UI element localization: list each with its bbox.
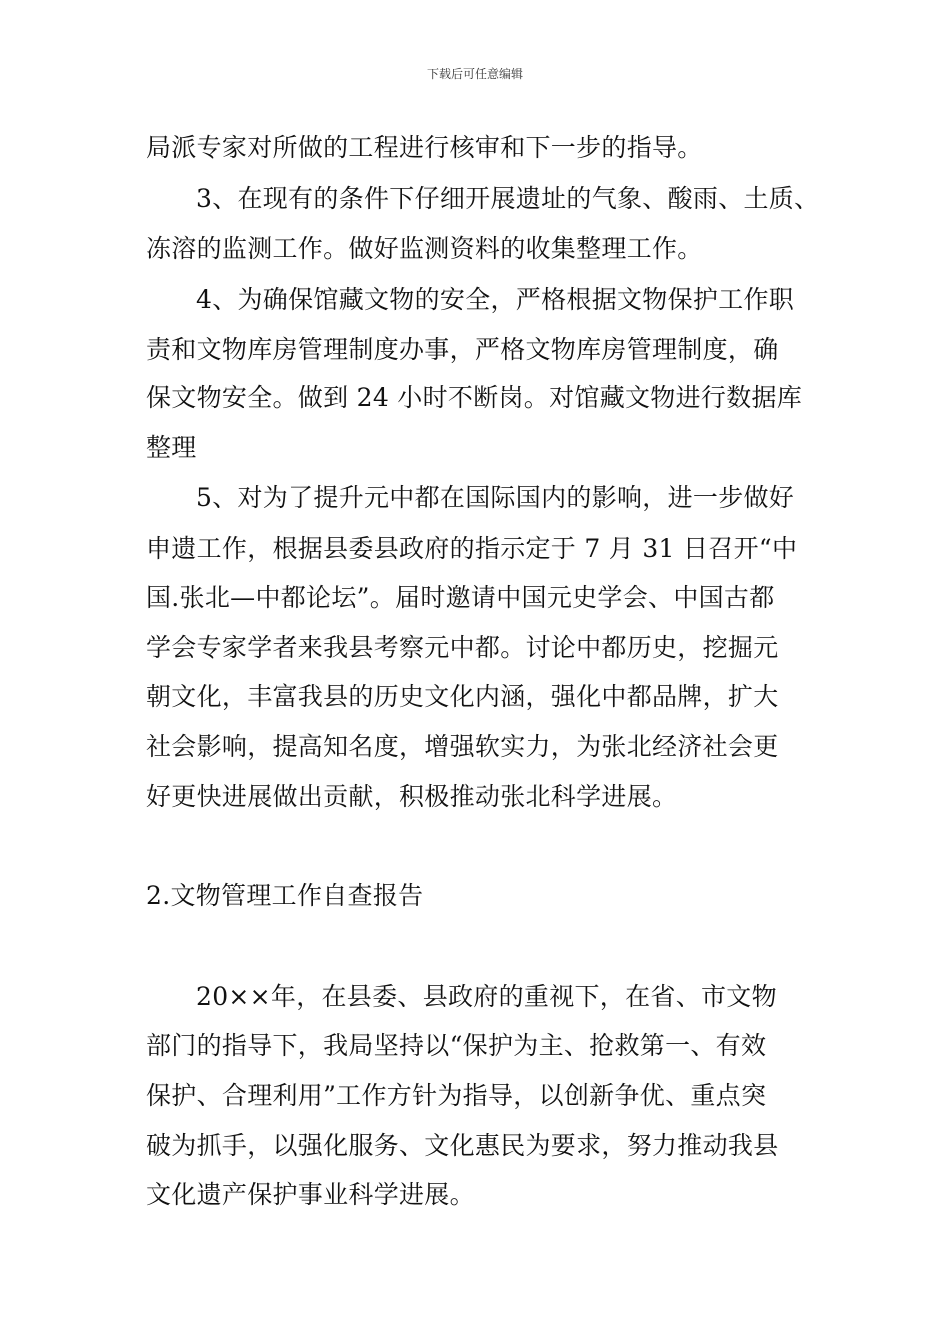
paragraph-line: 保文物安全。做到 24 小时不断岗。对馆藏文物进行数据库 <box>146 383 803 412</box>
page-header: 下载后可任意编辑 <box>426 67 523 81</box>
section-title: 2.文物管理工作自查报告 <box>146 881 424 910</box>
paragraph-line: 部门的指导下，我局坚持以“保护为主、抢救第一、有效 <box>146 1031 767 1060</box>
paragraph-line: 破为抓手，以强化服务、文化惠民为要求，努力推动我县 <box>146 1131 779 1160</box>
paragraph-line: 申遗工作，根据县委县政府的指示定于 7 月 31 日召开“中 <box>146 534 798 563</box>
paragraph-line: 整理 <box>146 433 197 462</box>
paragraph-line: 5、对为了提升元中都在国际国内的影响，进一步做好 <box>196 483 795 512</box>
paragraph-line: 社会影响，提高知名度，增强软实力，为张北经济社会更 <box>146 732 779 761</box>
paragraph-line: 国.张北—中都论坛”。届时邀请中国元史学会、中国古都 <box>146 583 775 612</box>
paragraph-line: 冻溶的监测工作。做好监测资料的收集整理工作。 <box>146 234 703 263</box>
paragraph-line: 局派专家对所做的工程进行核审和下一步的指导。 <box>146 133 703 162</box>
paragraph-line: 文化遗产保护事业科学进展。 <box>146 1180 475 1209</box>
paragraph-line: 保护、合理利用”工作方针为指导，以创新争优、重点突 <box>146 1081 767 1110</box>
paragraph-line: 学会专家学者来我县考察元中都。讨论中都历史，挖掘元 <box>146 633 779 662</box>
paragraph-line: 责和文物库房管理制度办事，严格文物库房管理制度，确 <box>146 335 779 364</box>
paragraph-line: 好更快进展做出贡献，积极推动张北科学进展。 <box>146 782 678 811</box>
paragraph-line: 朝文化，丰富我县的历史文化内涵，强化中都品牌，扩大 <box>146 682 779 711</box>
paragraph-line: 3、在现有的条件下仔细开展遗址的气象、酸雨、土质、 <box>196 184 820 213</box>
paragraph-line: 20××年，在县委、县政府的重视下，在省、市文物 <box>196 982 777 1011</box>
paragraph-line: 4、为确保馆藏文物的安全，严格根据文物保护工作职 <box>196 285 795 314</box>
